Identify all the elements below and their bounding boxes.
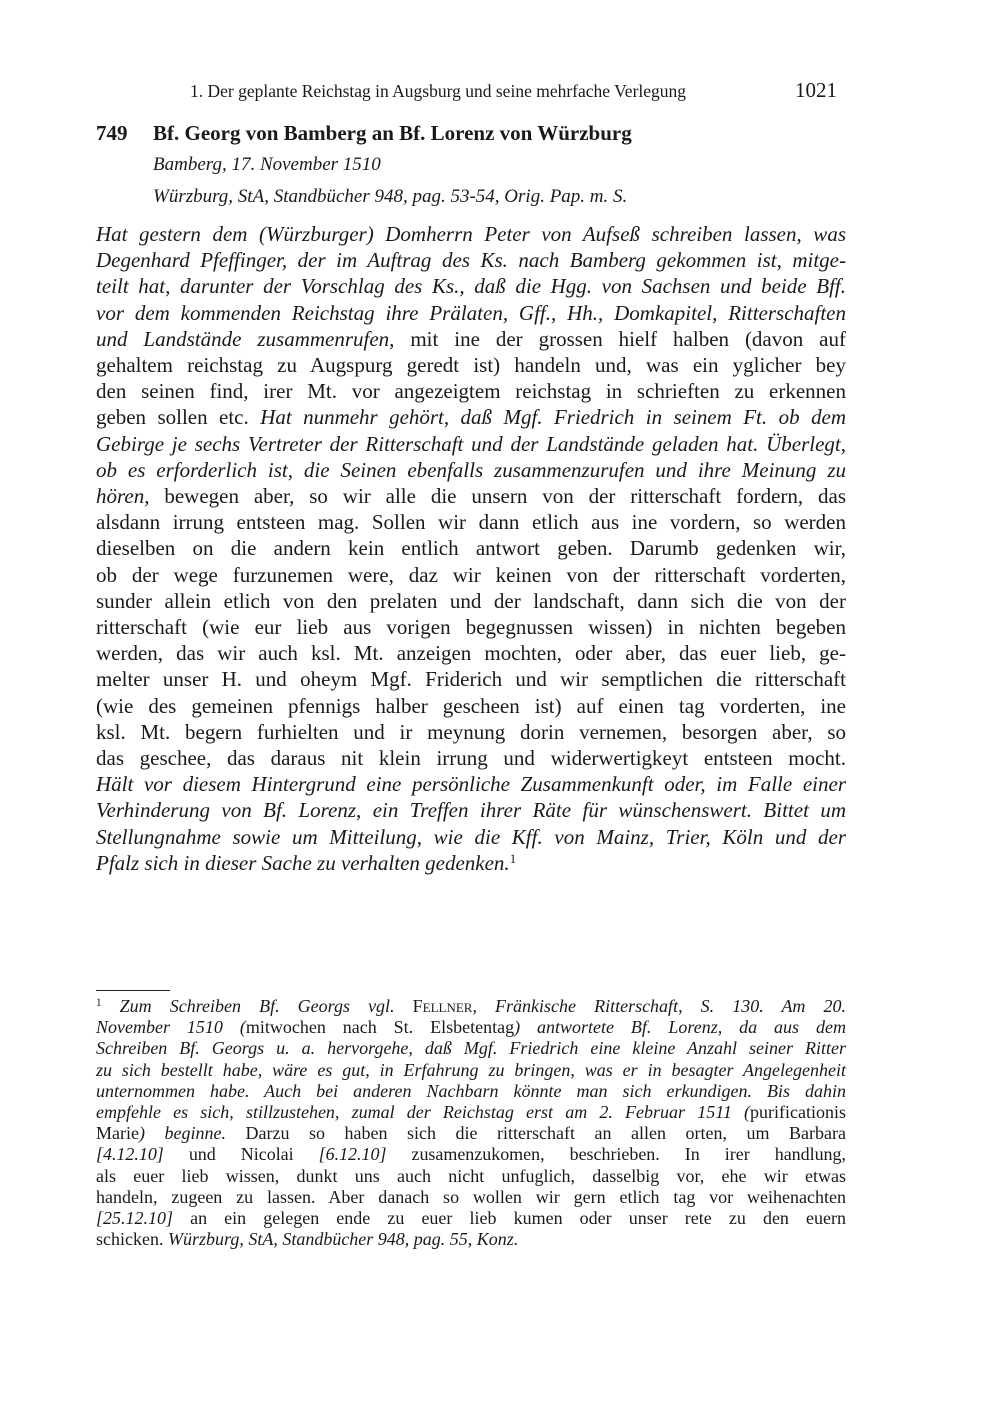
footnote-line [96, 1123, 846, 1144]
text-segment: November 1510 ( [96, 1017, 246, 1038]
body-line [96, 404, 846, 430]
footnote-line [96, 1144, 846, 1165]
text-segment: Schreiben Bf. Georgs u. a. hervorgehe, daß Mgf. Friedrich eine kleine Anzahl seiner Ritter [96, 1038, 846, 1059]
text-segment: teilt hat, darunter der Vorschlag des Ks., daß die Hgg. von Sachsen und beide Bff. [96, 274, 846, 299]
text-segment: gehaltem reichstag zu Augspurg geredt ist) handeln und, was ein yglicher bey [96, 353, 846, 378]
body-line [96, 247, 846, 273]
body-line [96, 824, 846, 850]
text-segment: schicken. [96, 1229, 168, 1250]
document-source: Würzburg, StA, Standbücher 948, pag. 53-54, Orig. Pap. m. S. [153, 186, 628, 207]
footnote-line [96, 996, 846, 1017]
text-segment: Verhinderung von Bf. Lorenz, ein Treffen ihrer Räte für wünschenswert. Bittet um [96, 798, 846, 823]
text-segment: empfehle es sich, stillzustehen, zumal der Reichstag erst am 2. Februar 1511 ( [96, 1102, 751, 1123]
body-line [96, 745, 846, 771]
body-line [96, 457, 846, 483]
text-segment: , Fränkische Ritterschaft, S. 130. Am 20. [472, 996, 846, 1016]
text-segment: Stellungnahme sowie um Mitteilung, wie die Kff. von Mainz, Trier, Köln und der [96, 824, 846, 849]
text-segment: Zum Schreiben Bf. Georgs vgl. [119, 996, 413, 1016]
text-segment: Hat gestern dem (Würzburger) Domherrn Peter von Aufseß schreiben lassen, was [96, 222, 846, 246]
text-segment: ) beginne. [138, 1123, 226, 1144]
body-line [96, 326, 846, 352]
footnote-divider [96, 990, 170, 991]
text-segment: als euer lieb wissen, dunkt uns auch nicht unfuglich, dasselbig vor, ehe wir etwas [96, 1165, 846, 1186]
text-segment: Würzburg, StA, Standbücher 948, pag. 55, Konz. [167, 1229, 519, 1250]
running-head: 1. Der geplante Reichstag in Augsburg und seine mehrfache Verlegung [190, 81, 687, 101]
text-segment: zu sich bestellt habe, wäre es gut, in Erfahrung zu bringen, was er in besagter Angelegenheit [96, 1059, 846, 1080]
text-segment: dieselben on die andern kein entlich antwort geben. Darumb gedenken wir, [96, 536, 846, 561]
body-line [96, 797, 846, 823]
body-line [96, 614, 846, 640]
text-segment: [4.12.10] [96, 1144, 164, 1165]
text-segment [102, 996, 120, 1016]
footnote-line [96, 1060, 846, 1081]
body-line [96, 509, 846, 535]
text-segment: und Landstände zusammenrufen, [96, 326, 395, 351]
text-segment: zusamenzukomen, beschrieben. In irer handlung, [386, 1144, 846, 1165]
body-line [96, 771, 846, 797]
footnote-line [96, 1017, 846, 1038]
body-line [96, 719, 846, 745]
footnote-line [96, 1229, 846, 1250]
body-line [96, 221, 846, 247]
footnote-marker: 1 [509, 850, 517, 866]
text-segment: Hält vor diesem Hintergrund eine persönliche Zusammenkunft oder, im Falle einer [96, 772, 846, 797]
text-segment: alsdann irrung entsteen mag. Sollen wir dann etlich aus ine vordern, so werden [96, 510, 846, 535]
text-segment: geben sollen etc. [96, 405, 261, 430]
footnote-marker: 1 [96, 996, 102, 1009]
text-segment: ob der wege furzunemen were, daz wir keinen von der ritterschaft vorderten, [96, 562, 846, 587]
text-segment: das geschee, das daraus nit klein irrung und widerwertigkeyt entsteen mocht. [96, 746, 846, 771]
text-segment: Gebirge je sechs Vertreter der Ritterschaft und der Landstände geladen hat. Überlegt, [96, 431, 846, 456]
body-line [96, 562, 846, 588]
text-segment: sunder allein etlich von den prelaten und der landschaft, dann sich die von der [96, 588, 846, 613]
footnote-line [96, 1166, 846, 1187]
text-segment: Hat nunmehr gehört, daß Mgf. Friedrich in seinem Ft. ob dem [260, 405, 846, 430]
text-segment: ksl. Mt. begern furhielten und ir meynung dorin vernemen, besorgen aber, so [96, 719, 846, 744]
body-line [96, 431, 846, 457]
body-line [96, 640, 846, 666]
text-segment: an ein gelegen ende zu euer lieb kumen oder unser rete zu den euern [173, 1208, 846, 1229]
document-number: 749 [96, 121, 128, 145]
text-segment: Degenhard Pfeffinger, der im Auftrag des Ks. nach Bamberg gekommen ist, mitge- [96, 248, 846, 273]
page-number: 1021 [795, 78, 837, 102]
text-segment: bewegen aber, so wir alle die unsern von der ritterschaft fordern, das [149, 484, 846, 509]
footnotes [96, 996, 846, 1250]
text-segment: [25.12.10] [96, 1208, 174, 1229]
text-segment: handeln, zugeen zu lassen. Aber danach so wollen wir gern etlich tag vor weihenachten [96, 1186, 846, 1207]
text-segment: melter unser H. und oheym Mgf. Friderich und wir semptlichen die ritterschaft [96, 667, 846, 692]
footnote-line [96, 1187, 846, 1208]
text-segment: hören, [96, 484, 150, 509]
text-segment: mit ine der grossen hielf halben (davon auf [394, 326, 846, 351]
body-line [96, 850, 846, 876]
body-line [96, 273, 846, 299]
text-segment: unternommen habe. Auch bei anderen Nachbarn könnte man sich erkundigen. Bis dahin [96, 1080, 846, 1101]
text-segment: ) antwortete Bf. Lorenz, da aus dem [514, 1017, 846, 1038]
footnote-line [96, 1038, 846, 1059]
text-segment: vor dem kommenden Reichstag ihre Prälaten, Gff., Hh., Domkapitel, Ritterschaften [96, 300, 846, 325]
text-segment: purificationis [750, 1102, 846, 1123]
document-title: Bf. Georg von Bamberg an Bf. Lorenz von Würzburg [153, 121, 632, 145]
text-segment: (wie des gemeinen pfennigs halber gescheen ist) auf einen tag vorderten, ine [96, 693, 846, 718]
footnote-line [96, 1081, 846, 1102]
body-line [96, 483, 846, 509]
body-line [96, 693, 846, 719]
body-line [96, 300, 846, 326]
text-segment: Pfalz sich in dieser Sache zu verhalten gedenken. [96, 850, 510, 875]
text-segment: Marie [96, 1123, 139, 1144]
body-line [96, 666, 846, 692]
body-line [96, 378, 846, 404]
footnote-line [96, 1102, 846, 1123]
text-segment: Darzu so haben sich die ritterschaft an allen orten, um Barbara [225, 1123, 846, 1144]
text-segment: und Nicolai [163, 1144, 319, 1165]
body-text [96, 221, 846, 876]
body-line [96, 352, 846, 378]
text-segment: Fellner [412, 996, 473, 1016]
text-segment: ritterschaft (wie eur lieb aus vorigen begegnussen wissen) in nichten begeben [96, 615, 846, 640]
text-segment: ob es erforderlich ist, die Seinen ebenfalls zusammenzurufen und ihre Meinung zu [96, 457, 846, 482]
text-segment: werden, das wir auch ksl. Mt. anzeigen mochten, oder aber, das euer lieb, ge- [96, 641, 846, 666]
text-segment: mitwochen nach St. Elsbetentag [245, 1017, 515, 1038]
text-segment: [6.12.10] [318, 1144, 387, 1165]
body-line [96, 535, 846, 561]
document-place-date: Bamberg, 17. November 1510 [153, 154, 381, 175]
text-segment: den seinen find, irer Mt. vor angezeigtem reichstag in schrieften zu erkennen [96, 379, 846, 404]
footnote-line [96, 1208, 846, 1229]
body-line [96, 588, 846, 614]
